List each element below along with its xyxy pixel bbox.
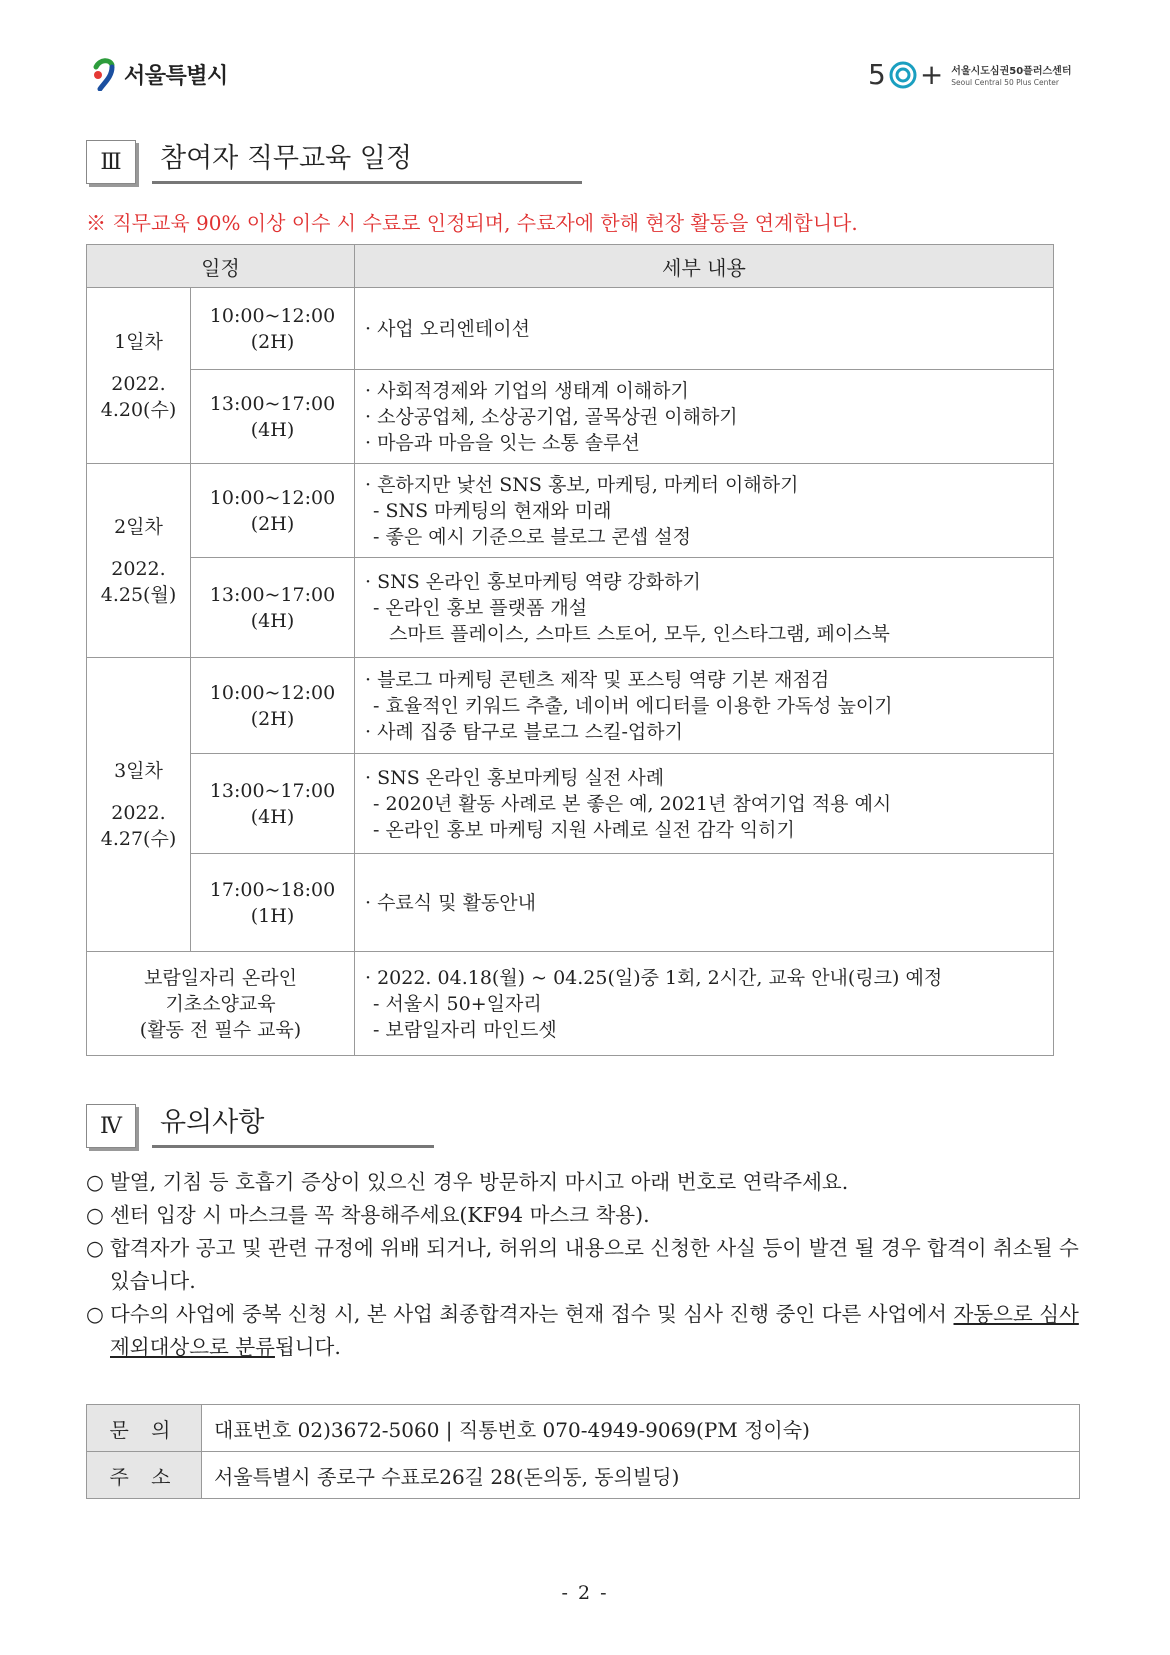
content-cell: [355, 558, 1054, 658]
day-2-date-day: 4.25(월): [100, 583, 177, 606]
details-header: 세부 내용: [355, 245, 1054, 288]
list-item: [86, 1199, 1086, 1232]
notice-text: 센터 입장 시 마스크를 꼭 착용해주세요(KF94 마스크 착용).: [110, 1203, 650, 1227]
session-time: 10:00~12:00: [209, 304, 336, 327]
session-hours: (2H): [250, 707, 295, 730]
section-3-title: 참여자 직무교육 일정: [152, 143, 582, 184]
seoul-logo-text: 서울특별시: [124, 63, 228, 89]
section-3-heading: [86, 140, 582, 184]
content-line: 스마트 플레이스, 스마트 스토어, 모두, 인스타그램, 페이스북: [389, 622, 890, 645]
table-row: [87, 952, 1054, 1056]
day-3-date-year: 2022.: [111, 801, 166, 824]
content-line: · 사업 오리엔테이션: [365, 317, 530, 340]
day-3-label: 3일차: [114, 759, 163, 782]
inquiry-label: 문 의: [87, 1405, 202, 1452]
content-line: · 수료식 및 활동안내: [365, 891, 536, 914]
session-time: 10:00~12:00: [209, 681, 336, 704]
address-label: 주 소: [87, 1452, 202, 1499]
table-row: [87, 288, 1054, 370]
circle-bullet-icon: ○: [86, 1236, 104, 1260]
page-number: - 2 -: [561, 1582, 609, 1604]
notice-text-part: 됩니다.: [274, 1335, 341, 1359]
time-cell: [191, 288, 355, 370]
content-line: · 사회적경제와 기업의 생태계 이해하기: [365, 379, 689, 402]
day-1-cell: [87, 288, 191, 464]
online-education-cell: [87, 952, 355, 1056]
session-time: 17:00~18:00: [209, 878, 336, 901]
table-row: [87, 558, 1054, 658]
notice-text: 발열, 기침 등 호흡기 증상이 있으신 경우 방문하지 마시고 아래 번호로 연락주세요.: [110, 1170, 849, 1194]
day-2-cell: [87, 464, 191, 658]
center-logo-plus: +: [919, 58, 944, 91]
notice-text: [110, 1232, 1079, 1298]
session-hours: (2H): [250, 512, 295, 535]
content-line: - 좋은 예시 기준으로 블로그 콘셉 설정: [373, 525, 691, 548]
section-4-heading: [86, 1104, 434, 1148]
content-line: - 온라인 홍보 플랫폼 개설: [373, 596, 588, 619]
content-cell: [355, 288, 1054, 370]
address-value: 서울특별시 종로구 수표로26길 28(돈의동, 동의빌딩): [202, 1452, 1080, 1499]
table-row: [87, 754, 1054, 854]
notice-text-line: 있습니다.: [110, 1269, 196, 1293]
time-cell: [191, 854, 355, 952]
content-line: - 온라인 홍보 마케팅 지원 사례로 실전 감각 익히기: [373, 818, 795, 841]
content-line: - 효율적인 키워드 추출, 네이버 에디터를 이용한 가독성 높이기: [373, 694, 893, 717]
day-1-date-year: 2022.: [111, 372, 166, 395]
content-cell: [355, 754, 1054, 854]
content-line: - SNS 마케팅의 현재와 미래: [373, 499, 612, 522]
content-line: · 마음과 마음을 잇는 소통 솔루션: [365, 431, 640, 454]
time-cell: [191, 464, 355, 558]
table-row: [87, 370, 1054, 464]
content-cell: [355, 370, 1054, 464]
notice-text-underlined: 자동으로 심사: [953, 1302, 1079, 1326]
completion-note: ※ 직무교육 90% 이상 이수 시 수료로 인정되며, 수료자에 한해 현장 활동을 연계합니다.: [86, 211, 858, 235]
content-line: · SNS 온라인 홍보마케팅 역량 강화하기: [365, 570, 701, 593]
center-logo-digit: 5: [868, 58, 886, 91]
seoul-logo: [90, 55, 228, 93]
session-time: 10:00~12:00: [209, 486, 336, 509]
content-line: - 서울시 50+일자리: [373, 992, 542, 1015]
session-time: 13:00~17:00: [209, 779, 336, 802]
notice-text-underlined: 제외대상으로 분류: [110, 1335, 275, 1359]
table-row: [87, 658, 1054, 754]
content-line: · 블로그 마케팅 콘텐츠 제작 및 포스팅 역량 기본 재점검: [365, 668, 830, 691]
inquiry-value: 대표번호 02)3672-5060 | 직통번호 070-4949-9069(PM 정이숙): [202, 1405, 1080, 1452]
day-3-date-day: 4.27(수): [100, 827, 177, 850]
session-hours: (1H): [250, 904, 295, 927]
contact-table: [86, 1404, 1080, 1499]
center-name-ko: 서울시도심권50플러스센터: [951, 66, 1072, 77]
content-line: · 흔하지만 낯선 SNS 홍보, 마케팅, 마케터 이해하기: [365, 473, 799, 496]
section-3-number: Ⅲ: [86, 140, 136, 184]
content-cell: [355, 854, 1054, 952]
seoul-symbol-icon: [90, 57, 120, 91]
time-cell: [191, 658, 355, 754]
notice-text: [110, 1298, 1079, 1364]
center-name-en: Seoul Central 50 Plus Center: [951, 78, 1059, 87]
day-1-date-day: 4.20(수): [100, 398, 177, 421]
content-line: · SNS 온라인 홍보마케팅 실전 사례: [365, 766, 665, 789]
day-1-label: 1일차: [114, 330, 163, 353]
circle-bullet-icon: ○: [86, 1203, 104, 1227]
schedule-header-row: [87, 245, 1054, 288]
day-3-cell: [87, 658, 191, 952]
circle-bullet-icon: ○: [86, 1170, 104, 1194]
content-cell: [355, 464, 1054, 558]
notice-list: [86, 1166, 1086, 1364]
table-row: [87, 1405, 1080, 1452]
table-row: [87, 464, 1054, 558]
list-item: [86, 1232, 1086, 1298]
circle-bullet-icon: ○: [86, 1302, 104, 1326]
time-cell: [191, 754, 355, 854]
section-4-number: Ⅳ: [86, 1104, 136, 1148]
content-line: · 소상공업체, 소상공기업, 골목상권 이해하기: [365, 405, 738, 428]
day-2-date-year: 2022.: [111, 557, 166, 580]
session-hours: (4H): [250, 418, 295, 441]
session-time: 13:00~17:00: [209, 583, 336, 606]
session-hours: (4H): [250, 805, 295, 828]
notice-text-part: 다수의 사업에 중복 신청 시, 본 사업 최종합격자는 현재 접수 및 심사 진행 중인 다른 사업에서: [110, 1302, 954, 1326]
online-label: 기초소양교육: [165, 992, 276, 1015]
table-row: [87, 1452, 1080, 1499]
content-line: · 2022. 04.18(월) ~ 04.25(일)중 1회, 2시간, 교육 안내(링크) 예정: [365, 966, 943, 989]
circle-target-icon: [888, 60, 918, 90]
time-cell: [191, 558, 355, 658]
notice-text-line: 합격자가 공고 및 관련 규정에 위배 되거나, 허위의 내용으로 신청한 사실 등이 발견 될 경우 합격이 취소될 수: [110, 1236, 1079, 1260]
online-label: 보람일자리 온라인: [144, 966, 297, 989]
center-logo: [868, 58, 1071, 91]
content-cell: [355, 658, 1054, 754]
list-item: [86, 1298, 1086, 1364]
session-hours: (4H): [250, 609, 295, 632]
content-line: · 사례 집중 탐구로 블로그 스킬-업하기: [365, 720, 683, 743]
list-item: [86, 1166, 1086, 1199]
content-line: - 2020년 활동 사례로 본 좋은 예, 2021년 참여기업 적용 예시: [373, 792, 892, 815]
time-cell: [191, 370, 355, 464]
schedule-table: [86, 244, 1054, 1056]
session-hours: (2H): [250, 330, 295, 353]
table-row: [87, 854, 1054, 952]
content-cell: [355, 952, 1054, 1056]
section-4-title: 유의사항: [152, 1107, 434, 1148]
schedule-header: 일정: [87, 245, 355, 288]
day-2-label: 2일차: [114, 515, 163, 538]
content-line: - 보람일자리 마인드셋: [373, 1018, 557, 1041]
session-time: 13:00~17:00: [209, 392, 336, 415]
online-label: (활동 전 필수 교육): [139, 1018, 302, 1041]
